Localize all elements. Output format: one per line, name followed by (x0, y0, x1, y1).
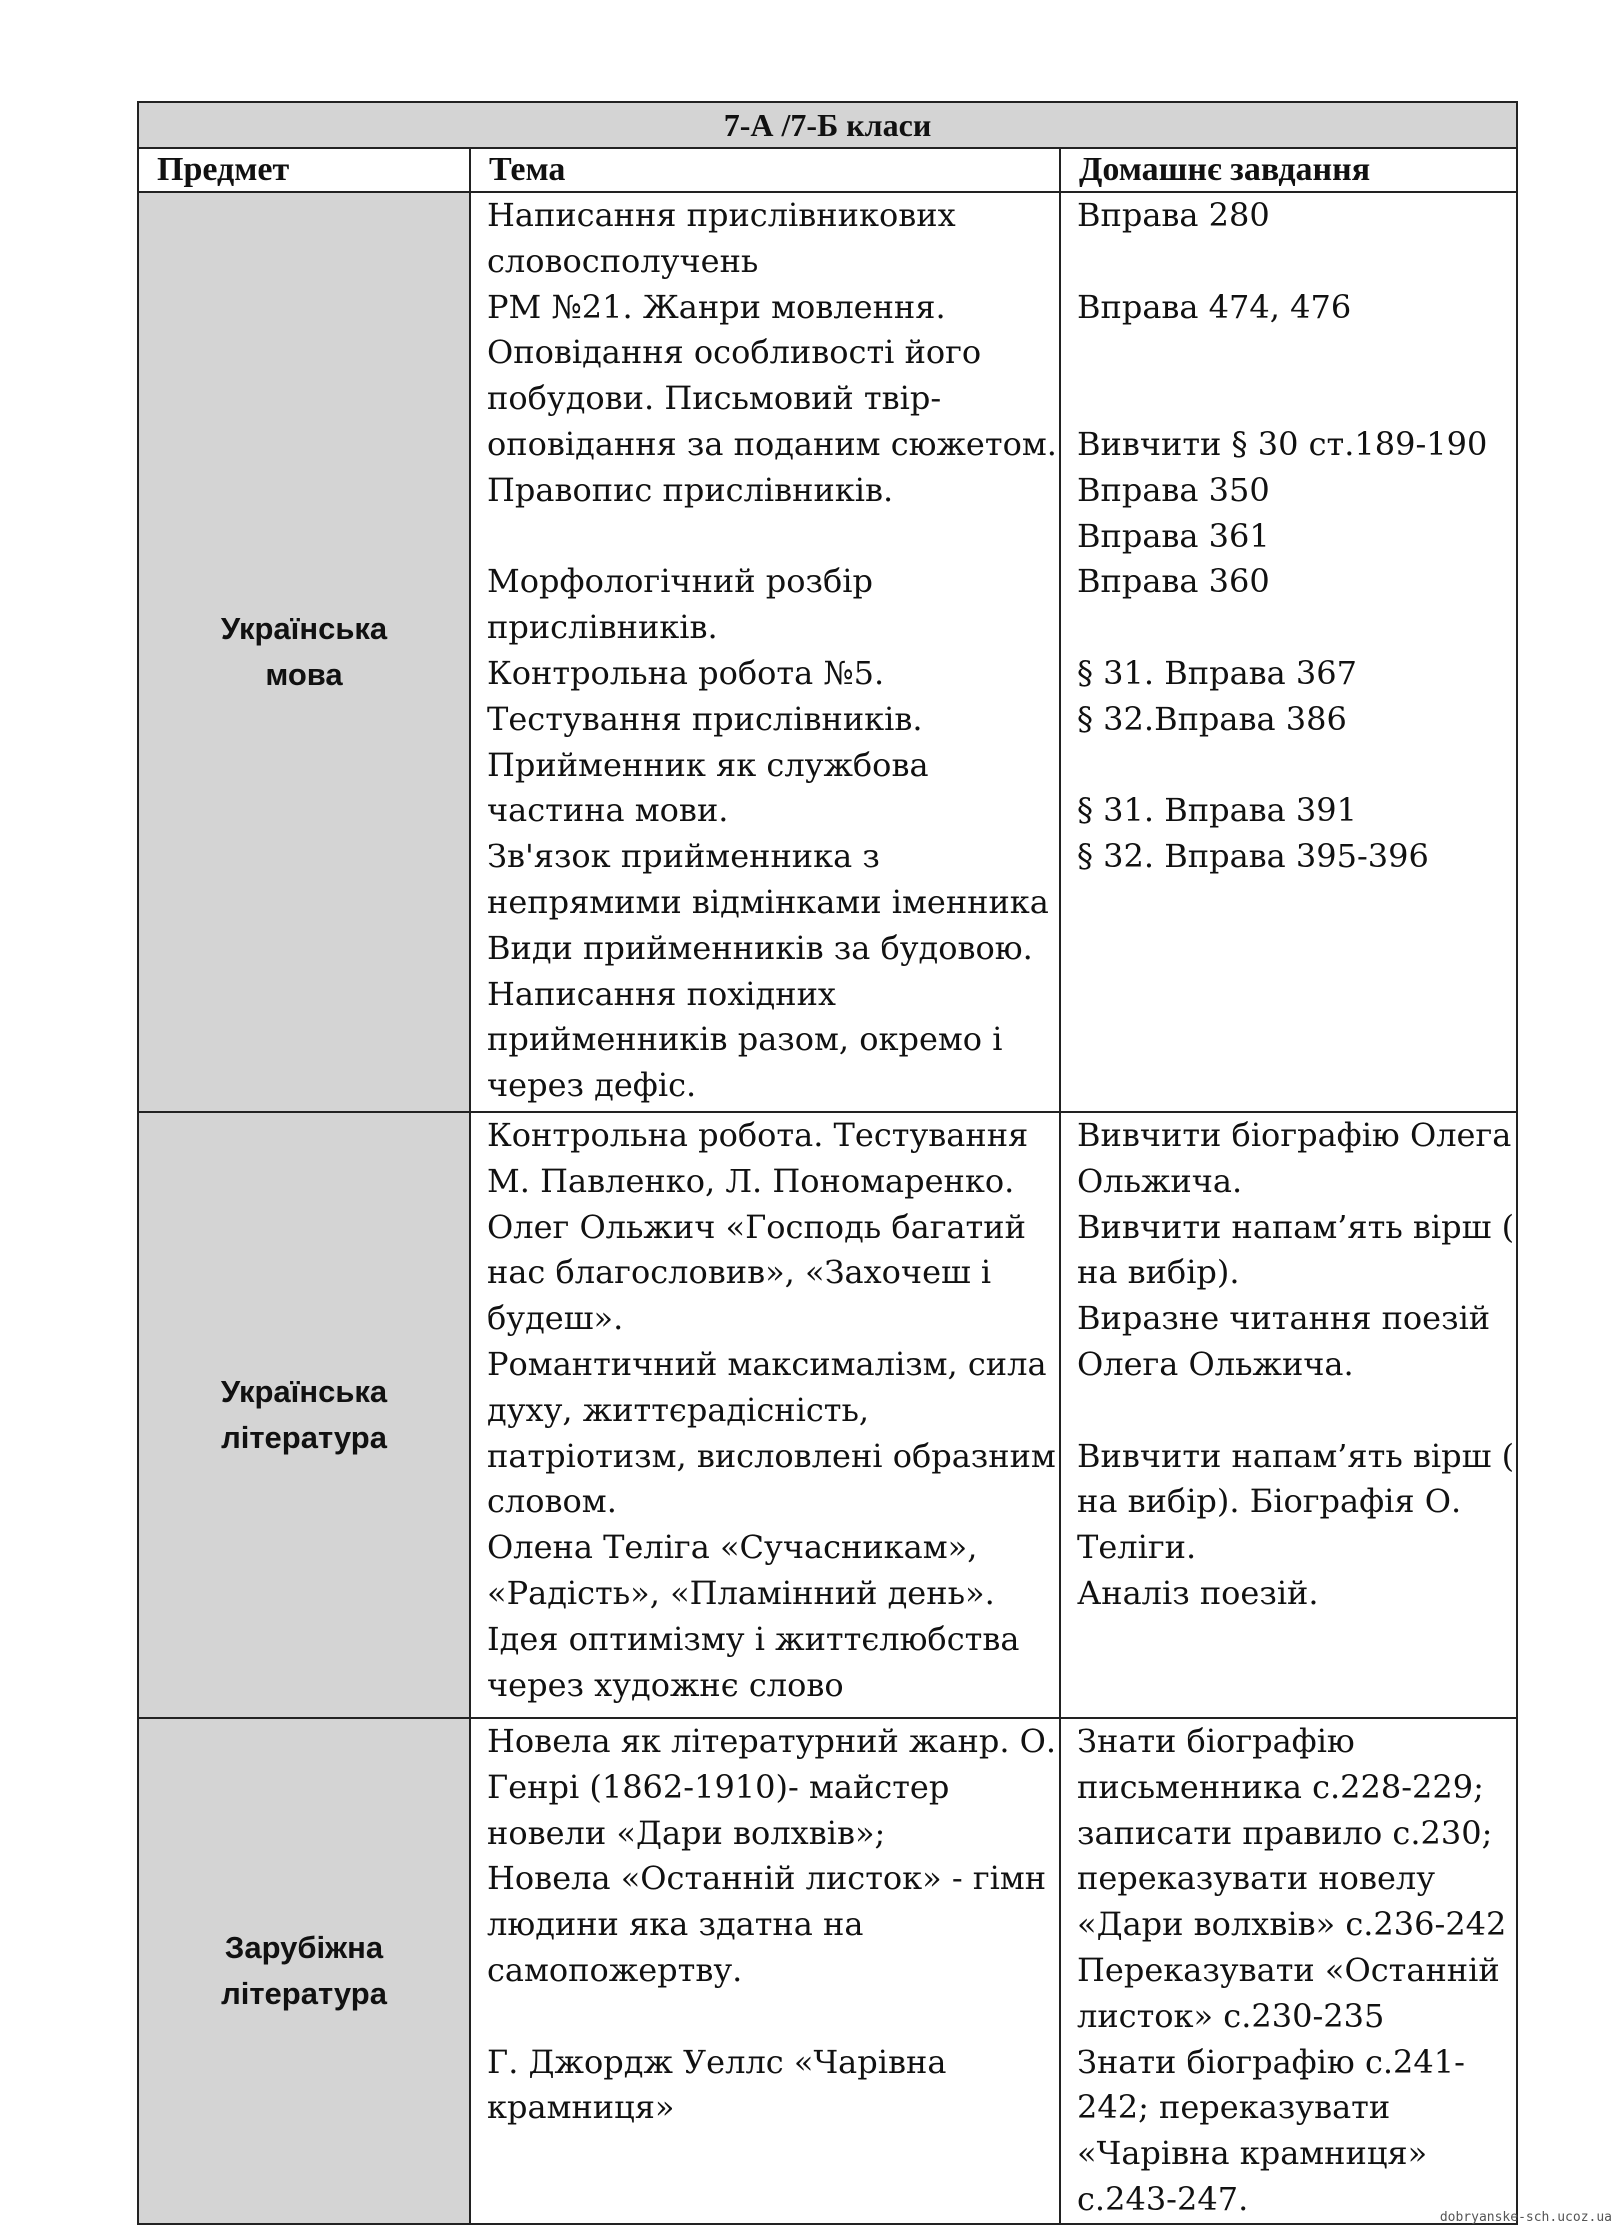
topic-line: «Радість», «Пламінний день». (487, 1573, 995, 1612)
homework-line: Вправа 280 (1077, 196, 1270, 234)
topic-line: нас благословив», «Захочеш і (487, 1253, 992, 1292)
homework-line: листок» с.230-235 (1077, 1996, 1385, 2035)
topic-line: самопожертву. (487, 1950, 743, 1989)
topic-line: через художнє слово (487, 1665, 844, 1704)
homework-line: § 32. Вправа 395-396 (1077, 837, 1429, 876)
homework-line: с.243-247. (1077, 2179, 1249, 2218)
topic-line: Новела «Останній листок» - гімн (487, 1859, 1047, 1898)
homework-line: Знати біографію с.241- (1077, 2042, 1465, 2081)
table-row (138, 1112, 1517, 1718)
homework-line: Теліги. (1077, 1528, 1197, 1567)
subject-line: література (221, 1975, 387, 2011)
topic-line: Генрі (1862-1910)- майстер (487, 1767, 950, 1806)
homework-line: записати правило с.230; (1077, 1813, 1493, 1852)
topic-line: Прийменник як службова (487, 745, 929, 784)
topic-line: Контрольна робота. Тестування (487, 1116, 1029, 1154)
topic-line: Романтичний максималізм, сила (487, 1344, 1047, 1383)
homework-cell (1060, 1112, 1517, 1718)
homework-line: переказувати новелу (1077, 1859, 1436, 1898)
homework-line: § 31. Вправа 391 (1077, 791, 1357, 830)
topic-line: Г. Джордж Уеллс «Чарівна (487, 2042, 947, 2081)
topic-line: патріотизм, висловлені образним (487, 1436, 1056, 1475)
schedule-table (137, 101, 1518, 2225)
topic-line: РМ №21. Жанри мовлення. (487, 287, 946, 326)
topic-line: прислівників. (487, 608, 718, 647)
topic-cell (470, 1718, 1060, 2224)
homework-cell (1060, 1718, 1517, 2224)
homework-line: Виразне читання поезій (1077, 1299, 1491, 1338)
homework-line: § 32.Вправа 386 (1077, 699, 1347, 738)
topic-line (487, 1994, 1053, 2040)
homework-line: Вправа 361 (1077, 516, 1270, 555)
topic-line: духу, життєрадісність, (487, 1390, 870, 1429)
topic-line: крамниця» (487, 2088, 675, 2127)
homework-line: «Дари волхвів» с.236-242 (1077, 1905, 1507, 1944)
subject-line: Зарубіжна (224, 1930, 384, 1966)
homework-line: Вивчити біографію Олега (1077, 1116, 1512, 1154)
topic-line: Зв'язок прийменника з (487, 837, 880, 876)
topic-line (487, 514, 1053, 560)
topic-cell (470, 192, 1060, 1112)
topic-line: побудови. Письмовий твір- (487, 379, 942, 418)
homework-line: 242; переказувати (1077, 2088, 1391, 2127)
subject-cell (138, 192, 470, 1112)
topic-line: Написання похідних (487, 974, 836, 1013)
subject-line: Українська (220, 1374, 388, 1410)
title-row (138, 102, 1517, 148)
topic-line: Олена Теліга «Сучасникам», (487, 1528, 978, 1567)
topic-line: М. Павленко, Л. Пономаренко. (487, 1161, 1015, 1200)
topic-line: Ідея оптимізму і життєлюбства (487, 1619, 1020, 1658)
topic-line: оповідання за поданим сюжетом. (487, 424, 1057, 463)
homework-line (1077, 376, 1510, 422)
homework-line: Вправа 474, 476 (1077, 287, 1352, 326)
subject-line: Українська (220, 611, 388, 647)
header-topic: Тема (470, 148, 1060, 192)
header-subject: Предмет (138, 148, 470, 192)
homework-line: Вивчити § 30 ст.189-190 (1077, 424, 1488, 463)
homework-line (1077, 1388, 1510, 1434)
subject-cell (138, 1112, 470, 1718)
topic-line: Написання прислівникових (487, 196, 956, 234)
topic-line: словом. (487, 1482, 617, 1521)
topic-line: Морфологічний розбір (487, 562, 873, 601)
homework-line: письменника с.228-229; (1077, 1767, 1484, 1806)
header-homework: Домашнє завдання (1060, 148, 1517, 192)
topic-line: частина мови. (487, 791, 729, 830)
homework-line (1077, 330, 1510, 376)
topic-line: Контрольна робота №5. (487, 653, 885, 692)
topic-line: Оповідання особливості його (487, 333, 982, 372)
homework-line: «Чарівна крамниця» (1077, 2134, 1428, 2173)
topic-cell (470, 1112, 1060, 1718)
header-row (138, 148, 1517, 192)
table-row (138, 1718, 1517, 2224)
subject-line: мова (265, 657, 343, 692)
topic-line: Види прийменників за будовою. (487, 928, 1033, 967)
homework-line: Аналіз поезій. (1077, 1573, 1319, 1612)
homework-line: Олега Ольжича. (1077, 1344, 1354, 1383)
topic-line: словосполучень (487, 241, 759, 280)
watermark: dobryanske-sch.ucoz.ua (1439, 2210, 1612, 2225)
topic-line: Правопис прислівників. (487, 470, 894, 509)
homework-line: Вивчити напам’ять вірш ( (1077, 1207, 1515, 1246)
topic-line: Новела як літературний жанр. О. (487, 1722, 1057, 1760)
homework-cell (1060, 192, 1517, 1112)
homework-line: Ольжича. (1077, 1161, 1243, 1200)
homework-line (1077, 605, 1510, 651)
topic-line: прийменників разом, окремо і (487, 1020, 1003, 1059)
topic-line: новели «Дари волхвів»; (487, 1813, 886, 1852)
homework-line: Знати біографію (1077, 1722, 1355, 1760)
topic-line: будеш». (487, 1299, 624, 1338)
homework-line: Вправа 360 (1077, 562, 1270, 601)
homework-line: на вибір). Біографія О. (1077, 1482, 1462, 1521)
topic-line: через дефіс. (487, 1066, 697, 1105)
homework-line: Вивчити напам’ять вірш ( (1077, 1436, 1515, 1475)
table-title: 7-А /7-Б класи (138, 102, 1517, 148)
subject-cell (138, 1718, 470, 2224)
subject-line: література (221, 1420, 387, 1455)
homework-line (1077, 743, 1510, 789)
homework-line (1077, 239, 1510, 285)
topic-line: Олег Ольжич «Господь багатий (487, 1207, 1026, 1246)
homework-line: Вправа 350 (1077, 470, 1270, 509)
homework-line: § 31. Вправа 367 (1077, 653, 1357, 692)
homework-line: на вибір). (1077, 1253, 1240, 1292)
topic-line: людини яка здатна на (487, 1905, 864, 1944)
topic-line: непрямими відмінками іменника (487, 882, 1049, 921)
topic-line: Тестування прислівників. (487, 699, 923, 738)
table-row (138, 192, 1517, 1112)
homework-line: Переказувати «Останній (1077, 1950, 1500, 1989)
